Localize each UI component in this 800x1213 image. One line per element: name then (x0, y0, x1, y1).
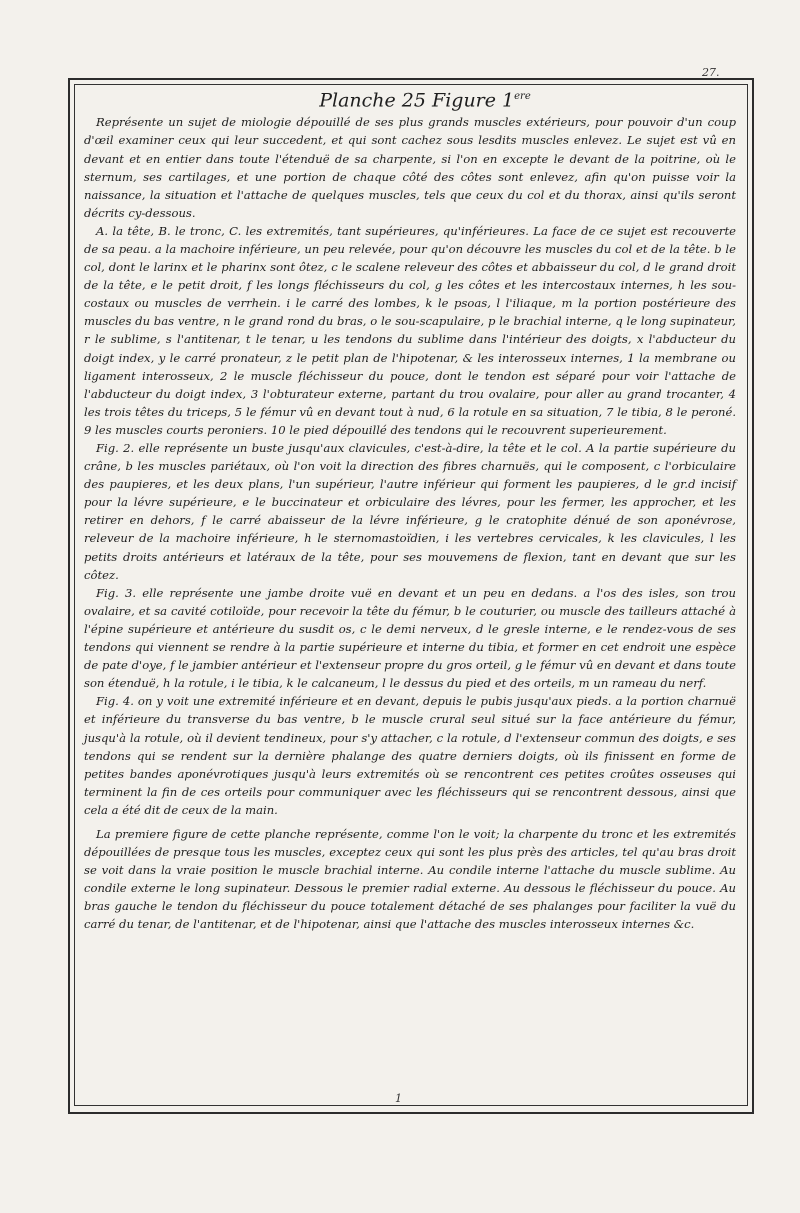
paragraph-figure-4: Fig. 4. on y voit une extremité inférieure et en devant, depuis le pubis jusqu'aux pieds. a la portion charnuë et inférieure du transverse du bas ventre, b le muscle crural seul situé sur la face antérieure du fémur, jusqu'à la rotule, où il devient tendineux, pour s'y attacher, c la rotule, d l'extenseur commun des doigts, e ses tendons qui se rendent sur la dernière phalange des quatre derniers doigts, où ils finissent en forme de petites bandes aponévrotiques jusqu'à leurs extremités où se rencontrent ces petites croûtes osseuses qui terminent la fin de ces orteils pour communiquer avec les fléchisseurs qui se rencontrent dessous, ainsi que cela a été dit de ceux de la main. (84, 694, 736, 817)
paragraph-intro: Représente un sujet de miologie dépouillé de ses plus grands muscles extérieurs, pour pouvoir d'un coup d'œil examiner ceux qui leur succedent, et qui sont cachez sous lesdits muscles enlevez. Le sujet est vû en devant et en entier dans toute l'étenduë de sa charpente, si l'on en excepte le devant de la poitrine, où le sternum, ses cartilages, et une portion de chaque côté des côtes sont enlevez, afin qu'on puisse voir la naissance, la situation et l'attache de quelques muscles, tels que ceux du col et du thorax, ainsi qu'ils seront décrits cy-dessous. (84, 115, 736, 220)
plate-title-text: Planche 25 Figure 1 (319, 89, 515, 112)
page-number: 27. (702, 66, 720, 79)
paragraph-figure-1-legend: A. la tête, B. le tronc, C. les extremités, tant supérieures, qu'inférieures. La face de ce sujet est recouverte de sa peau. a la machoire inférieure, un peu relevée, pour qu'on découvre les muscles du col et de la tête. b le col, dont le larinx et le pharinx sont ôtez, c le scalene releveur des côtes et abbaisseur du col, d le grand droit de la tête, e le petit droit, f les longs fléchisseurs du col, g les côtes et les intercostaux internes, h les sou-costaux ou muscles de verrhein. i le carré des lombes, k le psoas, l l'iliaque, m la portion postérieure des muscles du bas ventre, n le grand rond du bras, o le sou-scapulaire, p le brachial interne, q le long supinateur, r le sublime, s l'antitenar, t le tenar, u les tendons du sublime dans l'intérieur des doigts, x l'abducteur du doigt index, y le carré pronateur, z le petit plan de l'hipotenar, & les interosseux internes, 1 la membrane ou ligament interosseux, 2 le muscle fléchisseur du pouce, dont le tendon est séparé pour voir l'attache de l'abducteur du doigt index, 3 l'obturateur externe, partant du trou ovalaire, pour aller au grand trocanter, 4 les trois têtes du triceps, 5 le fémur vû en devant tout à nud, 6 la rotule en sa situation, 7 le tibia, 8 le peroné. 9 les muscles courts peroniers. 10 le pied dépouillé des tendons qui le recouvrent superieurement. (84, 223, 736, 437)
footer-mark: 1 (395, 1092, 402, 1105)
paragraph-conclusion: La premiere figure de cette planche représente, comme l'on le voit; la charpente du tronc et les extremités dépouillées de presque tous les muscles, exceptez ceux qui sont les plus près des articles, tel qu'au bras droit se voit dans la vraie position le muscle brachial interne. Au condile interne l'attache du muscle sublime. Au condile externe le long supinateur. Dessous le premier radial externe. Au dessous le fléchisseur du pouce. Au bras gauche le tendon du fléchisseur du pouce totalement détaché de ses phalanges pour faciliter la vuë du carré du tenar, de l'antitenar, et de l'hipotenar, ainsi que l'attache des muscles interosseux internes &c. (84, 826, 736, 932)
paragraph-figure-3: Fig. 3. elle représente une jambe droite vuë en devant et un peu en dedans. a l'os des isles, son trou ovalaire, et sa cavité cotiloïde, pour recevoir la tête du fémur, b le couturier, ou muscle des tailleurs attaché à l'épine supérieure et antérieure du susdit os, c le demi nerveux, d le gresle interne, e le rendez-vous de ses tendons qui viennent se rendre à la partie supérieure et interne du tibia, et former en cet endroit une espèce de pate d'oye, f le jambier antérieur et l'extenseur propre du gros orteil, g le fémur vû en devant et dans toute son étenduë, h la rotule, i le tibia, k le calcaneum, l le dessus du pied et des orteils, m un rameau du nerf. (84, 585, 736, 691)
paragraph-figure-2: Fig. 2. elle représente un buste jusqu'aux clavicules, c'est-à-dire, la tête et le col. A la partie supérieure du crâne, b les muscles pariétaux, où l'on voit la direction des fibres charnuës, qui le composent, c l'orbiculaire des paupieres, et les deux plans, l'un supérieur, l'autre inférieur qui forment les paupieres, d le gr.d incisif pour la lévre supérieure, e le buccinateur et orbiculaire des lévres, pour les fermer, les approcher, et les retirer en dehors, f le carré abaisseur de la lévre inférieure, g le cratophite dénué de son aponévrose, releveur de la machoire inférieure, h le sternomastoïdien, i les vertebres cervicales, k les clavicules, l les petits droits antérieurs et latéraux de la tête, pour ses mouvemens de flexion, tant en devant que sur les côtez. (84, 441, 736, 582)
plate-title-superscript: ere (514, 91, 531, 102)
plate-title (84, 86, 736, 111)
plate-description (84, 86, 736, 934)
